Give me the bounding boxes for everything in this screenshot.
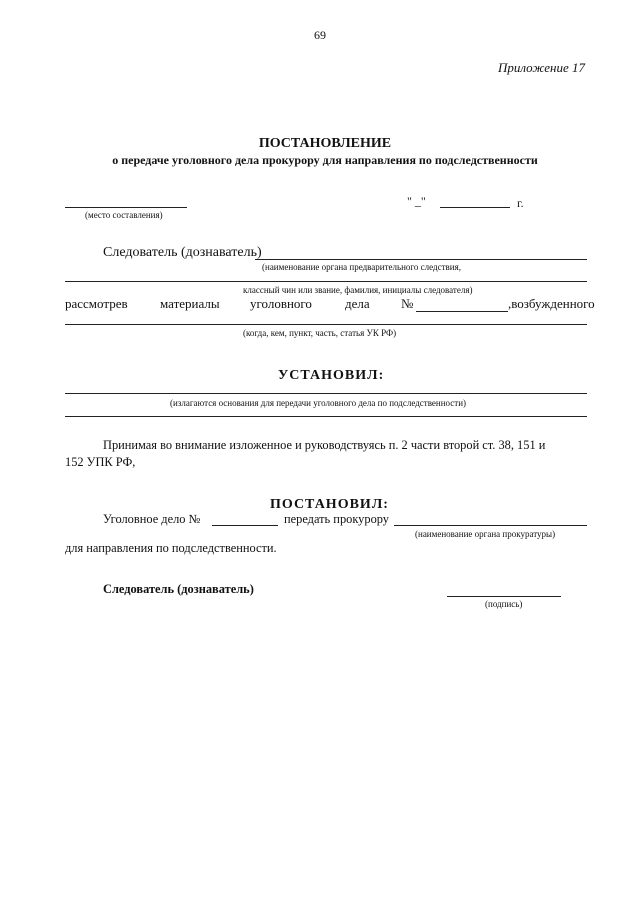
investigator-caption: классный чин или звание, фамилия, инициалы следователя) bbox=[243, 285, 473, 295]
established-heading: УСТАНОВИЛ: bbox=[278, 368, 385, 383]
when-caption: (когда, кем, пункт, часть, статья УК РФ) bbox=[243, 328, 397, 338]
direction-text: для направления по подследственности. bbox=[65, 541, 277, 555]
transfer-case-label: Уголовное дело № bbox=[103, 512, 201, 526]
document-subtitle: о передаче уголовного дела прокурору для направления по подследственности bbox=[112, 153, 538, 167]
signature-caption: (подпись) bbox=[485, 599, 523, 609]
document-title: ПОСТАНОВЛЕНИЕ bbox=[258, 136, 392, 151]
signature-line bbox=[447, 596, 561, 597]
considering-line-1: Принимая во внимание изложенное и руководствуясь п. 2 части второй ст. 38, 151 и bbox=[103, 438, 546, 452]
place-caption: (место составления) bbox=[85, 210, 163, 220]
page-number: 69 bbox=[314, 28, 326, 42]
place-line bbox=[65, 207, 187, 208]
prosecutor-line bbox=[394, 525, 587, 526]
grounds-caption: (излагаются основания для передачи уголовного дела по подследственности) bbox=[170, 398, 467, 408]
investigator-label: Следователь (дознаватель) bbox=[103, 245, 262, 260]
grounds-line-2 bbox=[65, 416, 587, 417]
word-considering: рассмотрев bbox=[65, 296, 128, 311]
transfer-case-number-line bbox=[212, 525, 278, 526]
resolved-heading: ПОСТАНОВИЛ: bbox=[270, 497, 389, 512]
case-number-line bbox=[416, 311, 508, 312]
when-line bbox=[65, 324, 587, 325]
organ-line bbox=[65, 281, 587, 282]
organ-caption: (наименование органа предварительного следствия, bbox=[262, 262, 461, 272]
date-line bbox=[440, 207, 510, 208]
word-initiated: ,возбужденного bbox=[508, 296, 595, 311]
prosecutor-caption: (наименование органа прокуратуры) bbox=[415, 529, 556, 539]
signature-label: Следователь (дознаватель) bbox=[103, 582, 254, 596]
transfer-to-prosecutor: передать прокурору bbox=[284, 512, 389, 526]
word-case: дела bbox=[345, 296, 370, 311]
investigator-line bbox=[255, 259, 587, 260]
word-materials: материалы bbox=[160, 296, 220, 311]
word-number: № bbox=[401, 296, 414, 311]
date-quote: " _" bbox=[407, 194, 429, 208]
word-criminal: уголовного bbox=[250, 296, 312, 311]
year-suffix: г. bbox=[517, 196, 524, 210]
considering-line-2: 152 УПК РФ, bbox=[65, 455, 136, 469]
appendix-label: Приложение 17 bbox=[497, 60, 585, 75]
grounds-line-1 bbox=[65, 393, 587, 394]
